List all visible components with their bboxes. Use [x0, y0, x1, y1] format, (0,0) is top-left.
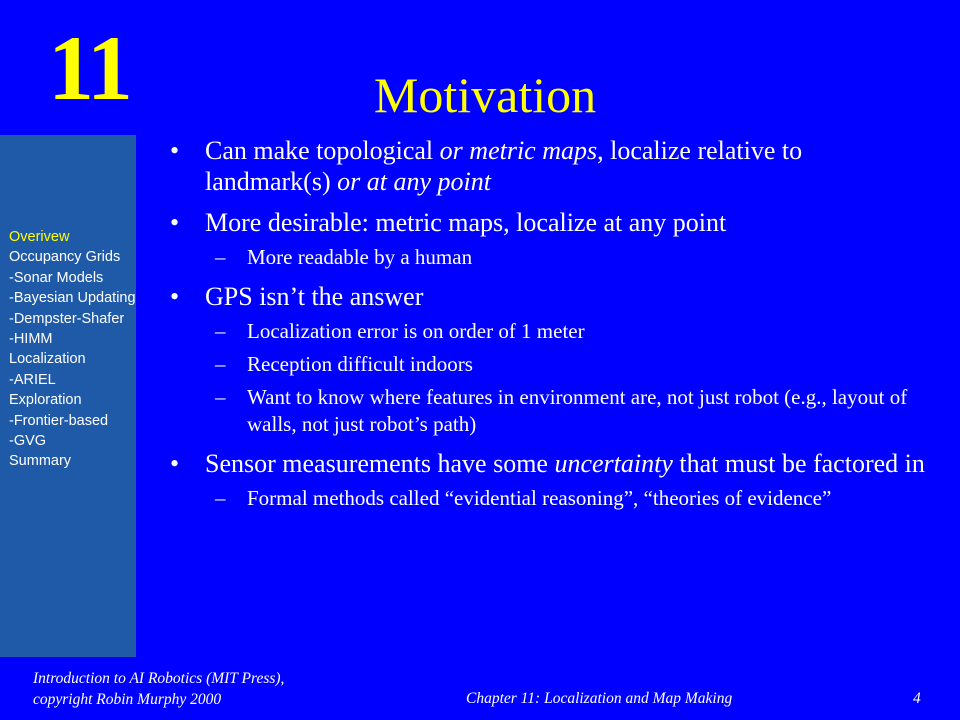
bullet-text: Can make topological [205, 136, 440, 165]
bullet-desirable [168, 207, 928, 238]
sidebar-item-himm[interactable]: -HIMM [9, 331, 53, 348]
sidebar-item-overview[interactable]: Overivew [9, 229, 70, 245]
footer-copyright-line: Introduction to AI Robotics (MIT Press), [33, 670, 285, 687]
slide-title: Motivation [373, 67, 597, 123]
sub-bullet-features [168, 384, 928, 438]
bullet-icon: • [170, 449, 180, 478]
footer-copyright [33, 668, 284, 710]
dash-icon: – [215, 245, 226, 269]
bullet-icon: • [170, 136, 180, 165]
bullet-icon: • [170, 282, 180, 311]
bullet-text: More desirable: metric maps, localize at any point [205, 208, 727, 237]
bullet-uncertainty [168, 448, 928, 479]
sub-bullet-readable [168, 244, 928, 271]
sub-bullet-text: Localization error is on order of 1 meter [247, 319, 585, 343]
bullet-text: , localize relative to landmark(s) [205, 136, 803, 196]
sidebar-item-bayesian-updating[interactable]: -Bayesian Updating [9, 290, 136, 307]
sub-bullet-text: More readable by a human [247, 245, 473, 269]
sidebar-item-exploration[interactable]: Exploration [9, 392, 82, 409]
sub-bullet-text: Formal methods called “evidential reasoning”, “theories of evidence” [247, 486, 832, 510]
sub-bullet-text: Want to know where features in environment are, not just robot (e.g., layout of walls, not just robot’s path) [247, 385, 908, 436]
bullet-maps [168, 135, 928, 197]
sidebar-item-occupancy-grids[interactable]: Occupancy Grids [9, 249, 121, 266]
bullet-text: Sensor measurements have some [205, 449, 555, 478]
page-number: 4 [913, 690, 921, 707]
sub-bullet-text: Reception difficult indoors [247, 352, 473, 376]
sidebar [0, 135, 136, 657]
bullet-text-emphasis: or metric maps [439, 136, 598, 165]
sub-bullet-evidential [168, 485, 928, 512]
sidebar-item-sonar-models[interactable]: -Sonar Models [9, 269, 104, 286]
sidebar-item-frontier-based[interactable]: -Frontier-based [9, 412, 109, 429]
sub-bullet-error [168, 318, 928, 345]
bullet-text: that must be factored in [672, 449, 925, 478]
sidebar-item-gvg[interactable]: -GVG [9, 433, 47, 450]
bullet-gps [168, 281, 928, 312]
footer-chapter: Chapter 11: Localization and Map Making [466, 690, 733, 707]
dash-icon: – [215, 385, 226, 409]
slide-content [168, 135, 928, 512]
sidebar-outline [9, 227, 136, 472]
chapter-number: 11 [48, 17, 131, 119]
dash-icon: – [215, 352, 226, 376]
sidebar-item-summary[interactable]: Summary [9, 453, 72, 470]
footer-copyright-line: copyright Robin Murphy 2000 [33, 691, 222, 708]
bullet-text: GPS isn’t the answer [205, 282, 424, 311]
bullet-icon: • [170, 208, 180, 237]
bullet-text-emphasis: uncertainty [554, 449, 673, 478]
sidebar-item-dempster-shafer[interactable]: -Dempster-Shafer [9, 310, 125, 327]
sub-bullet-reception [168, 351, 928, 378]
bullet-text-emphasis: or at any point [337, 167, 491, 196]
sidebar-item-localization[interactable]: Localization [9, 351, 86, 368]
dash-icon: – [215, 486, 226, 510]
sidebar-item-ariel[interactable]: -ARIEL [9, 371, 56, 388]
dash-icon: – [215, 319, 226, 343]
